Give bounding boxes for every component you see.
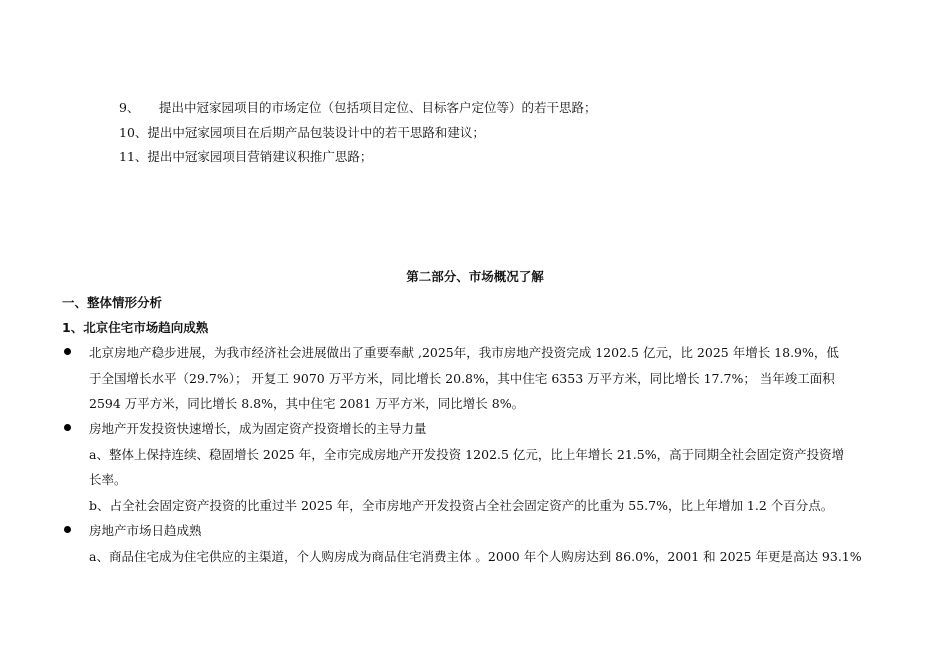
- intro-item-10: [119, 124, 485, 142]
- item-number: 11、: [119, 149, 148, 164]
- bullet2-title: 房地产开发投资快速增长，成为固定资产投资增长的主导力量: [89, 421, 427, 436]
- item-text: 提出中冠家园项目营销建议积推广思路；: [147, 149, 373, 164]
- item-text: 提出中冠家园项目在后期产品包装设计中的若干思路和建议；: [147, 125, 485, 140]
- item-number: 10、: [119, 125, 148, 140]
- bullet3-title: 房地产市场日趋成熟: [89, 523, 202, 538]
- section-title: 第二部分、市场概况了解: [406, 269, 544, 284]
- item-number: 9、: [119, 100, 140, 115]
- bullet-icon: [64, 348, 71, 355]
- bullet1-line1: 北京房地产稳步进展，为我市经济社会进展做出了重要奉献 ,2025年，我市房地产投资完成 1202.5 亿元，比 2025 年增长 18.9%，低: [89, 345, 839, 360]
- intro-item-9: [119, 99, 597, 117]
- bullet-icon: [64, 526, 71, 533]
- bullet-icon: [64, 424, 71, 431]
- bullet3-sub-a: a、商品住宅成为住宅供应的主渠道，个人购房成为商品住宅消费主体 。2000 年个人购房达到 86.0%，2001 和 2025 年更是高达 93.1%: [89, 549, 862, 564]
- heading-beijing-market: 1、北京住宅市场趋向成熟: [62, 320, 209, 335]
- item-text: 提出中冠家园项目的市场定位（包括项目定位、目标客户定位等）的若干思路；: [159, 100, 597, 115]
- bullet2-sub-a-line2: 长率。: [89, 472, 127, 487]
- bullet1-line3: 2594 万平方米，同比增长 8.8%，其中住宅 2081 万平方米，同比增长 8%。: [89, 396, 525, 411]
- bullet1-line2: 于全国增长水平（29.7%）； 开复工 9070 万平方米，同比增长 20.8%，其中住宅 6353 万平方米，同比增长 17.7%； 当年竣工面积: [89, 371, 835, 386]
- heading-overall-analysis: 一、整体情形分析: [62, 295, 163, 310]
- bullet2-sub-a-line1: a、整体上保持连续、稳固增长 2025 年，全市完成房地产开发投资 1202.5 亿元，比上年增长 21.5%，高于同期全社会固定资产投资增: [89, 447, 845, 462]
- intro-item-11: [119, 148, 372, 166]
- bullet2-sub-b: b、占全社会固定资产投资的比重过半 2025 年，全市房地产开发投资占全社会固定资产的比重为 55.7%，比上年增加 1.2 个百分点。: [89, 498, 834, 513]
